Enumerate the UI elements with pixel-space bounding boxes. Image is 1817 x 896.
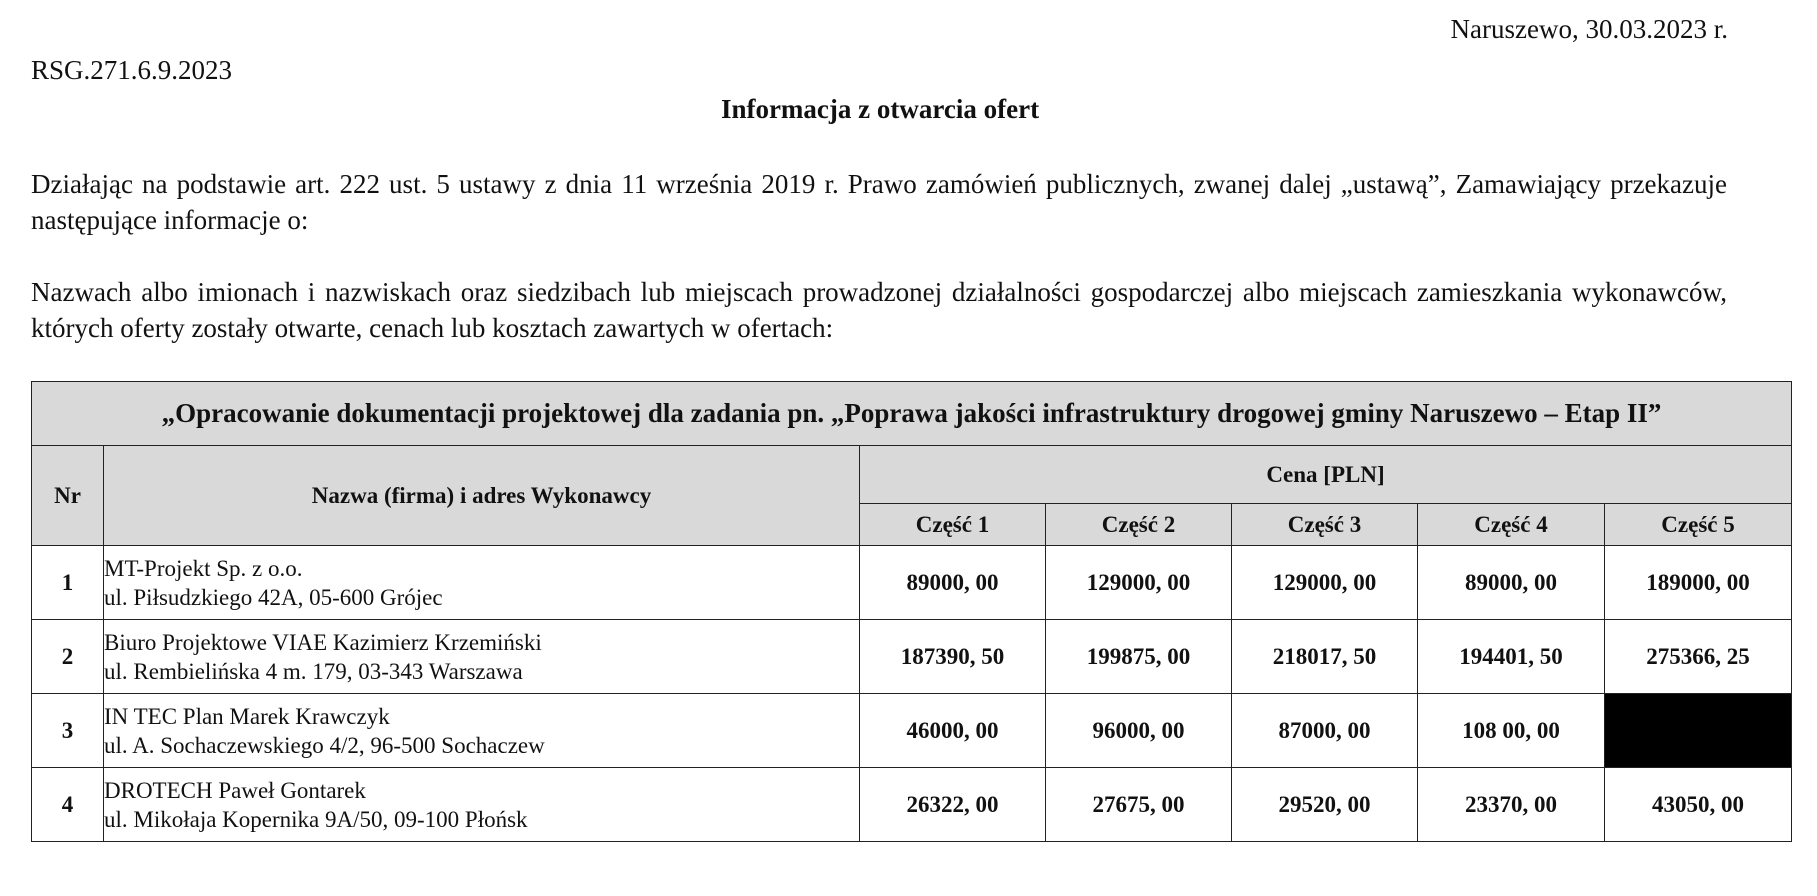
table-row [32,620,1792,694]
price-part-4: 194401, 50 [1418,620,1605,694]
column-header-price-group: Cena [PLN] [860,446,1792,504]
column-header-nr: Nr [32,446,104,546]
contractor-name: DROTECH Paweł Gontarek [104,777,366,803]
price-part-3: 29520, 00 [1232,768,1418,842]
price-part-2: 199875, 00 [1046,620,1232,694]
column-header-part-2: Część 2 [1046,504,1232,546]
contractor-address: ul. Rembielińska 4 m. 179, 03-343 Warszawa [104,658,523,684]
offers-table [31,381,1792,842]
row-number: 2 [32,620,104,694]
price-part-2: 129000, 00 [1046,546,1232,620]
price-part-3: 218017, 50 [1232,620,1418,694]
place-date: Naruszewo, 30.03.2023 r. [1450,14,1728,44]
column-header-part-4: Część 4 [1418,504,1605,546]
price-part-4: 23370, 00 [1418,768,1605,842]
column-header-part-5: Część 5 [1605,504,1792,546]
column-header-contractor: Nazwa (firma) i adres Wykonawcy [104,446,860,546]
table-row [32,546,1792,620]
column-header-part-1: Część 1 [860,504,1046,546]
table-row [32,768,1792,842]
price-part-2: 27675, 00 [1046,768,1232,842]
price-part-1: 89000, 00 [860,546,1046,620]
document-title: Informacja z otwarcia ofert [720,94,1040,124]
contractor-name: IN TEC Plan Marek Krawczyk [104,703,390,729]
redacted-price-part-5 [1605,694,1792,768]
row-number: 3 [32,694,104,768]
contractor-name: Biuro Projektowe VIAE Kazimierz Krzemiński [104,629,542,655]
contractors-paragraph: Nazwach albo imionach i nazwiskach oraz siedzibach lub miejscach prowadzonej działalności gospodarczej albo miejscach zamieszkania wykonawców, których oferty zostały otwarte, cenach lub kosztach zawartych w ofertach: [31,277,1727,343]
table-row [32,694,1792,768]
row-number: 4 [32,768,104,842]
document-reference: RSG.271.6.9.2023 [31,55,233,85]
price-part-5: 275366, 25 [1605,620,1792,694]
price-part-4: 108 00, 00 [1418,694,1605,768]
price-part-5: 43050, 00 [1605,768,1792,842]
table-caption: „Opracowanie dokumentacji projektowej dla zadania pn. „Poprawa jakości infrastruktury drogowej gminy Naruszewo – Etap II” [32,382,1792,446]
price-part-3: 129000, 00 [1232,546,1418,620]
column-header-part-3: Część 3 [1232,504,1418,546]
contractor-address: ul. Mikołaja Kopernika 9A/50, 09-100 Płońsk [104,806,528,832]
row-number: 1 [32,546,104,620]
contractor-name: MT-Projekt Sp. z o.o. [104,555,303,581]
contractor-cell [104,694,860,768]
contractor-cell [104,546,860,620]
contractor-address: ul. Piłsudzkiego 42A, 05-600 Grójec [104,584,443,610]
price-part-4: 89000, 00 [1418,546,1605,620]
price-part-1: 46000, 00 [860,694,1046,768]
contractor-cell [104,620,860,694]
intro-paragraph: Działając na podstawie art. 222 ust. 5 ustawy z dnia 11 września 2019 r. Prawo zamówień publicznych, zwanej dalej „ustawą”, Zamawiający przekazuje następujące informacje o: [31,169,1727,235]
contractor-cell [104,768,860,842]
price-part-3: 87000, 00 [1232,694,1418,768]
contractor-address: ul. A. Sochaczewskiego 4/2, 96-500 Sochaczew [104,732,545,758]
price-part-5: 189000, 00 [1605,546,1792,620]
price-part-1: 187390, 50 [860,620,1046,694]
price-part-2: 96000, 00 [1046,694,1232,768]
price-part-1: 26322, 00 [860,768,1046,842]
